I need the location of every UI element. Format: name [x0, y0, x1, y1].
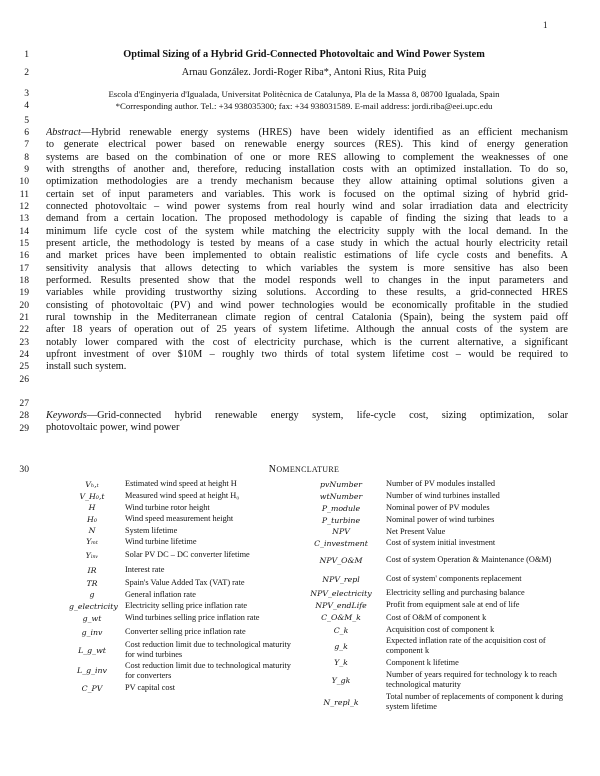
line-number: 12: [19, 201, 29, 212]
nomenclature-symbol: Yᵢₙᵥ: [85, 550, 99, 560]
nomenclature-row: [306, 636, 576, 656]
nomenclature-symbol: g: [89, 590, 95, 599]
nomenclature-row: [306, 526, 576, 537]
nomenclature-definition: Spain's Value Added Tax (VAT) rate: [125, 578, 245, 587]
corresponding-author: *Corresponding author. Tel.: +34 938035300; fax: +34 938031589. E-mail address: jordi.riba@eei.upc.edu: [115, 101, 493, 111]
nomenclature-definition: Measured wind speed at height H₀: [125, 491, 240, 500]
nomenclature-definition: Cost of O&M of component k: [386, 612, 487, 622]
nomenclature-row: [69, 513, 299, 525]
nomenclature-row: [69, 547, 299, 563]
nomenclature-symbol: C_investment: [314, 538, 368, 548]
abstract-line: consisting of photovoltaic (PV) and wind power technologies would be economically profitable in the studied: [46, 299, 568, 311]
nomenclature-symbol: H: [88, 503, 96, 512]
line-number: 18: [19, 275, 29, 286]
abstract-label: Abstract: [46, 127, 81, 138]
nomenclature-definition: Wind turbines selling price inflation rate: [125, 613, 260, 622]
nomenclature-symbol: wtNumber: [319, 491, 363, 501]
abstract-line: upfront investment of over $10M – roughly two thirds of total system lifetime cost – would be required to: [46, 348, 568, 360]
nomenclature-symbol: L_g_wt: [78, 645, 106, 655]
keywords: [46, 410, 568, 435]
line-number: 17: [19, 263, 29, 274]
nomenclature-definition: Total number of replacements of component k during system lifetime: [386, 692, 564, 711]
nomenclature-row: [306, 537, 576, 549]
nomenclature-definition: Solar PV DC – DC converter lifetime: [125, 550, 250, 559]
line-number: 15: [19, 238, 29, 249]
nomenclature-symbol: C_O&M_k: [321, 613, 361, 622]
nomenclature-symbol: IR: [87, 565, 97, 575]
abstract-line: Abstract—Hybrid renewable energy systems (HRES) have been widely identified as an efficient mechanism: [46, 127, 568, 138]
nomenclature-row: [69, 640, 299, 660]
abstract-line: to generate electrical power based on renewable energy sources (RES). This kind of energy generation: [46, 139, 568, 151]
abstract-line: rural township in the Mediterranean climate region of central Catalonia (Spain), being the system paid off: [46, 311, 568, 323]
line-number: 19: [19, 287, 29, 298]
abstract-line: variables while providing trustworthy sizing solutions. According to these results, a grid-connected HRES: [46, 287, 568, 299]
nomenclature-symbol: L_g_inv: [77, 666, 107, 675]
nomenclature-definition: Cost of system Operation & Maintenance (O&M): [386, 555, 552, 564]
line-number: 6: [24, 127, 29, 138]
nomenclature-definition: Cost of system initial investment: [386, 538, 496, 547]
nomenclature-row: [306, 502, 576, 514]
abstract-line: connected photovoltaic – wind power systems from real hourly wind and solar irradiation data and electricity: [46, 200, 568, 212]
nomenclature-definition: Number of wind turbines installed: [386, 491, 500, 500]
nomenclature-row: [306, 656, 576, 669]
abstract-line: sensitivity analysis that allows detecting to which variables the system is more sensitive has also been: [46, 262, 568, 274]
authors: Arnau González. Jordi-Roger Riba*, Antoni Rius, Rita Puig: [181, 67, 427, 78]
nomenclature-row: [69, 490, 299, 502]
abstract-line: notably lower compared with the cost of electricity purchase, which is the current alternative, a significant: [46, 336, 568, 348]
keywords-line: photovoltaic power, wind power: [46, 422, 180, 434]
nomenclature-symbol: V_H₀,t: [79, 491, 105, 501]
nomenclature-symbol: P_turbine: [321, 515, 361, 525]
nomenclature-symbol: C_k: [333, 625, 349, 635]
line-number: 23: [19, 337, 29, 348]
line-number: 10: [19, 176, 29, 187]
nomenclature-symbol: N_repl_k: [323, 697, 359, 707]
nomenclature-symbol: NPV_repl: [322, 574, 360, 584]
nomenclature-definition: Interest rate: [125, 565, 165, 574]
nomenclature-definition: System lifetime: [125, 525, 178, 535]
nomenclature-symbol: NPV_electricity: [310, 588, 372, 598]
line-number: 3: [24, 88, 29, 99]
line-number: 16: [19, 250, 29, 261]
line-number: 1: [24, 49, 29, 60]
line-number: 2: [24, 67, 29, 78]
abstract-line: after 18 years of operation out of 25 years of system lifetime. Although the annual costs of the system are: [46, 324, 568, 336]
nomenclature-symbol: g_electricity: [69, 601, 118, 611]
line-number: 24: [19, 349, 29, 360]
nomenclature-row: [69, 600, 299, 612]
paper-title: Optimal Sizing of a Hybrid Grid-Connected Photovoltaic and Wind Power System: [123, 49, 485, 60]
nomenclature-row: [69, 681, 299, 695]
abstract-line: and market prices have been implemented to obtain realistic estimations of life cycle costs and benefits. A: [46, 250, 568, 262]
line-number: 8: [24, 152, 29, 163]
line-number: 13: [19, 213, 29, 224]
nomenclature-definition: Converter selling price inflation rate: [125, 627, 246, 636]
abstract-line: demand from a certain location. The proposed methodology is capable of finding the sizing that leads to a: [46, 213, 568, 225]
nomenclature-row: [69, 536, 299, 547]
line-number: 21: [19, 312, 29, 323]
nomenclature-definition: Electricity selling price inflation rate: [125, 601, 248, 610]
nomenclature-symbol: g_k: [334, 641, 348, 651]
line-number: 11: [19, 189, 29, 200]
nomenclature-row: [306, 571, 576, 587]
nomenclature-symbol: NPV_endLife: [315, 600, 367, 610]
abstract-line: systems are based on the combination of one or more RES allowing to complement the weaknesses of one: [46, 151, 568, 163]
abstract-line: install such system.: [46, 361, 127, 373]
nomenclature-symbol: P_module: [321, 503, 361, 513]
line-number: 27: [19, 398, 29, 409]
nomenclature-row: [69, 660, 299, 681]
nomenclature-row: [69, 563, 299, 577]
abstract-line: present article, the methodology is tested by means of a case study in which the actual hourly electricity retail: [46, 237, 568, 249]
abstract-line: optimization methodologies are a trendy mechanism because they allow attaining optimal solutions given a: [46, 176, 568, 188]
nomenclature-row: [306, 514, 576, 526]
nomenclature-definition: General inflation rate: [125, 589, 196, 599]
abstract: [46, 127, 568, 374]
nomenclature-symbol: g_wt: [82, 613, 102, 623]
line-number: 7: [24, 139, 29, 150]
nomenclature-symbol: N: [88, 526, 96, 535]
nomenclature-row: [69, 502, 299, 513]
nomenclature-row: [69, 525, 299, 536]
line-number: 26: [19, 374, 29, 385]
abstract-line: with strengths of another and, therefore, reducing installation costs with an optimized installation. To do so,: [46, 163, 568, 175]
nomenclature-definition: Electricity selling and purchasing balance: [386, 588, 525, 597]
line-number: 20: [19, 300, 29, 311]
keywords-line: Keywords—Grid-connected hybrid renewable energy system, life-cycle cost, sizing optimization, solar: [46, 410, 568, 421]
page-number: 1: [543, 20, 548, 30]
nomenclature-row: [69, 624, 299, 640]
affiliation: Escola d'Enginyeria d'Igualada, Universitat Politècnica de Catalunya, Pla de la Massa 8, 08700 Igualada, Spain: [108, 89, 500, 99]
nomenclature-row: [69, 589, 299, 600]
nomenclature-definition: Estimated wind speed at height H: [125, 479, 237, 488]
nomenclature-definition: Cost reduction limit due to technological maturity for wind turbines: [125, 640, 291, 659]
nomenclature-definition: Nominal power of PV modules: [386, 503, 490, 512]
nomenclature-title: NOMENCLATURE: [268, 464, 340, 475]
nomenclature-row: [306, 490, 576, 502]
nomenclature-symbol: NPV: [332, 527, 350, 536]
keywords-label: Keywords: [46, 410, 87, 421]
nomenclature-symbol: Y_gk: [331, 675, 351, 685]
nomenclature-definition: Component k lifetime: [386, 657, 459, 667]
line-number: 29: [19, 423, 29, 434]
line-number: 28: [19, 410, 29, 421]
abstract-line: certain set of input parameters and variables. This work is focused on the optimal sizing of hybrid grid-: [46, 188, 568, 200]
abstract-line: performed. Results presented show that the model responds well to changes in the input parameters and: [46, 274, 568, 286]
nomenclature-definition: Wind turbine rotor height: [125, 502, 210, 512]
nomenclature-definition: PV capital cost: [125, 683, 176, 692]
nomenclature-symbol: Y_k: [334, 658, 348, 667]
nomenclature-row: [69, 612, 299, 624]
nomenclature-symbol: pvNumber: [320, 479, 362, 489]
nomenclature-definition: Acquisition cost of component k: [386, 625, 495, 634]
nomenclature-symbol: H₀: [87, 514, 97, 524]
nomenclature-definition: Cost reduction limit due to technological maturity for converters: [125, 660, 291, 680]
nomenclature-symbol: Yₘₜ: [86, 537, 98, 546]
nomenclature-row: [306, 478, 576, 490]
nomenclature-symbol: g_inv: [81, 627, 103, 637]
nomenclature-right-column: [306, 478, 576, 713]
nomenclature-symbol: Vₕ,ₜ: [85, 479, 99, 489]
line-number: 4: [24, 100, 29, 111]
nomenclature-definition: Wind speed measurement height: [125, 514, 234, 523]
nomenclature-row: [306, 587, 576, 599]
nomenclature-row: [306, 611, 576, 624]
line-number: 22: [19, 324, 29, 335]
nomenclature-row: [306, 624, 576, 636]
nomenclature-row: [306, 669, 576, 691]
line-number: 25: [19, 361, 29, 372]
nomenclature-definition: Number of PV modules installed: [386, 479, 496, 488]
nomenclature-symbol: C_PV: [81, 683, 103, 693]
nomenclature-definition: Wind turbine lifetime: [125, 536, 197, 546]
nomenclature-row: [69, 478, 299, 490]
nomenclature-row: [306, 549, 576, 571]
nomenclature-row: [69, 577, 299, 589]
nomenclature-row: [306, 691, 576, 713]
nomenclature-left-column: [69, 478, 299, 695]
nomenclature-definition: Net Present Value: [386, 526, 446, 536]
nomenclature-definition: Nominal power of wind turbines: [386, 515, 495, 524]
line-number: 30: [19, 464, 29, 475]
nomenclature-definition: Expected inflation rate of the acquisition cost of component k: [386, 636, 546, 655]
nomenclature-definition: Cost of system' components replacement: [386, 574, 522, 583]
nomenclature-definition: Number of years required for technology k to reach technological maturity: [386, 670, 557, 689]
nomenclature-row: [306, 599, 576, 611]
abstract-line: minimum life cycle cost of the system while matching the electricity supply with the local demand. In the: [46, 225, 568, 237]
line-number: 9: [24, 164, 29, 175]
nomenclature-symbol: TR: [86, 578, 98, 588]
nomenclature-definition: Profit from equipment sale at end of life: [386, 600, 520, 609]
line-number: 14: [19, 226, 29, 237]
nomenclature-symbol: NPV_O&M: [319, 555, 363, 565]
line-number: 5: [24, 115, 29, 126]
